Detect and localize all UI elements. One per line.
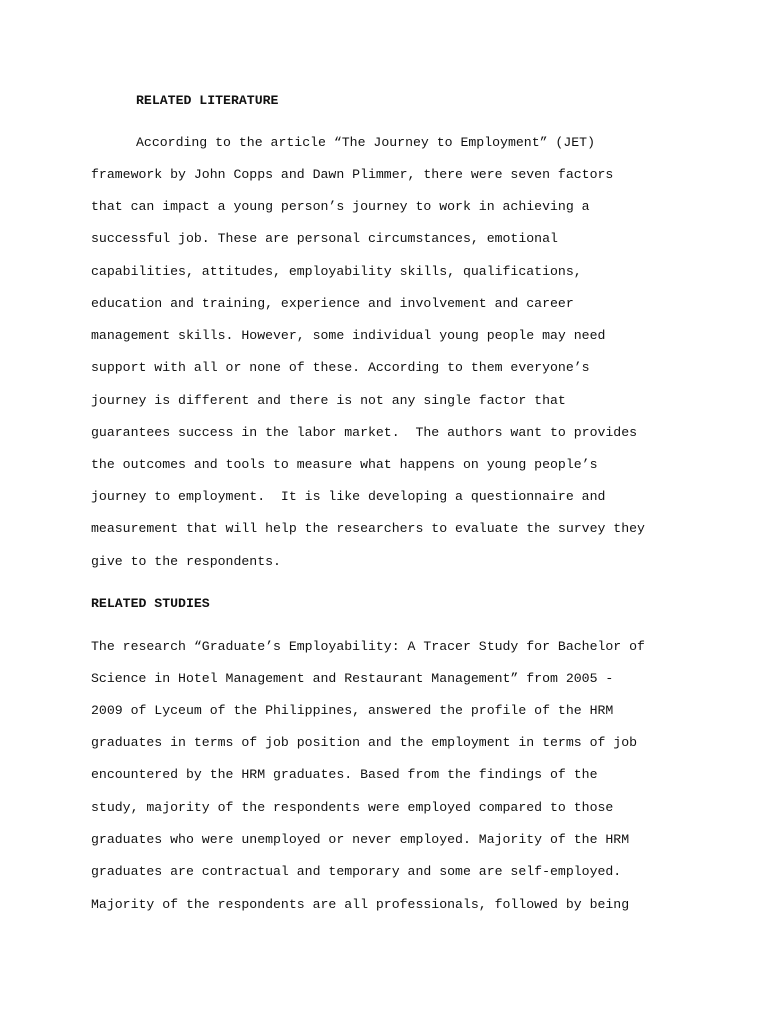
- paragraph-line: journey to employment. It is like developing a questionnaire and: [91, 489, 606, 504]
- paragraph-line: encountered by the HRM graduates. Based from the findings of the: [91, 767, 598, 782]
- paragraph-line: capabilities, attitudes, employability skills, qualifications,: [91, 264, 582, 279]
- paragraph-line: guarantees success in the labor market. The authors want to provides: [91, 425, 638, 440]
- paragraph-line: support with all or none of these. According to them everyone’s: [91, 360, 590, 375]
- paragraph-line: that can impact a young person’s journey to work in achieving a: [91, 199, 590, 214]
- paragraph-line: successful job. These are personal circumstances, emotional: [91, 231, 558, 246]
- heading-related-studies: RELATED STUDIES: [91, 596, 210, 611]
- paragraph-line: measurement that will help the researchers to evaluate the survey they: [91, 521, 645, 536]
- paragraph-line: Science in Hotel Management and Restaurant Management” from 2005 -: [91, 671, 614, 686]
- paragraph-line: give to the respondents.: [91, 554, 281, 569]
- paragraph-line: graduates in terms of job position and the employment in terms of job: [91, 735, 638, 750]
- heading-related-literature: RELATED LITERATURE: [136, 93, 279, 108]
- paragraph-line: The research “Graduate’s Employability: A Tracer Study for Bachelor of: [91, 639, 645, 654]
- paragraph-line: graduates who were unemployed or never employed. Majority of the HRM: [91, 832, 630, 847]
- paragraph-line: According to the article “The Journey to Employment” (JET): [136, 135, 595, 150]
- paragraph-line: the outcomes and tools to measure what happens on young people’s: [91, 457, 598, 472]
- paragraph-line: education and training, experience and involvement and career: [91, 296, 574, 311]
- paragraph-line: 2009 of Lyceum of the Philippines, answered the profile of the HRM: [91, 703, 614, 718]
- paragraph-line: journey is different and there is not any single factor that: [91, 393, 566, 408]
- paragraph-line: study, majority of the respondents were employed compared to those: [91, 800, 614, 815]
- paragraph-line: framework by John Copps and Dawn Plimmer, there were seven factors: [91, 167, 614, 182]
- paragraph-line: management skills. However, some individual young people may need: [91, 328, 606, 343]
- paragraph-line: Majority of the respondents are all professionals, followed by being: [91, 897, 630, 912]
- paragraph-line: graduates are contractual and temporary and some are self-employed.: [91, 864, 622, 879]
